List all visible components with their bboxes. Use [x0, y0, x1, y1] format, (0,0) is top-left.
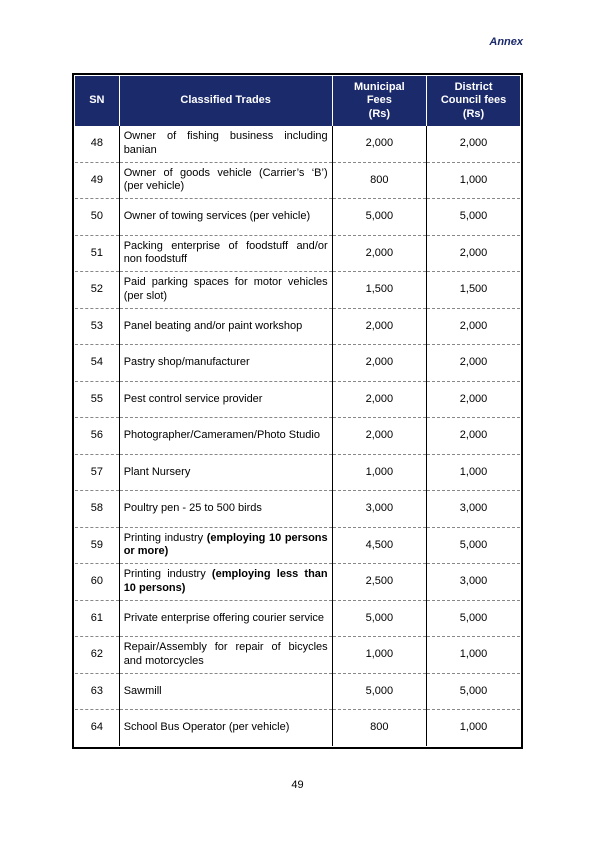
cell-municipal-fee: 5,000	[332, 600, 426, 637]
cell-municipal-fee: 800	[332, 162, 426, 199]
cell-municipal-fee: 2,000	[332, 308, 426, 345]
cell-district-fee: 1,000	[427, 637, 520, 674]
table-row	[75, 637, 520, 674]
cell-district-fee: 5,000	[427, 527, 520, 564]
header-municipal-line2: Fees	[366, 94, 392, 107]
cell-trade: Repair/Assembly for repair of bicycles and motorcycles	[119, 637, 332, 674]
table-row	[75, 418, 520, 455]
table-row	[75, 564, 520, 601]
table-row	[75, 345, 520, 382]
cell-trade: Owner of goods vehicle (Carrier’s ‘B’) (per vehicle)	[119, 162, 332, 199]
cell-district-fee: 5,000	[427, 600, 520, 637]
cell-sn: 52	[75, 272, 119, 309]
cell-trade: Panel beating and/or paint workshop	[119, 308, 332, 345]
table-row	[75, 126, 520, 162]
annex-label: Annex	[489, 36, 523, 48]
cell-trade: Pastry shop/manufacturer	[119, 345, 332, 382]
header-sn: SN	[75, 76, 119, 126]
cell-trade: Plant Nursery	[119, 454, 332, 491]
cell-trade: Pest control service provider	[119, 381, 332, 418]
cell-municipal-fee: 3,000	[332, 491, 426, 528]
trade-qualifier: (employing less than 10 persons)	[123, 568, 328, 594]
cell-district-fee: 2,000	[427, 308, 520, 345]
cell-trade: Private enterprise offering courier service	[119, 600, 332, 637]
cell-sn: 61	[75, 600, 119, 637]
cell-sn: 59	[75, 527, 119, 564]
cell-sn: 48	[75, 126, 119, 162]
cell-sn: 51	[75, 235, 119, 272]
table-row	[75, 600, 520, 637]
table-row	[75, 235, 520, 272]
cell-municipal-fee: 1,500	[332, 272, 426, 309]
cell-district-fee: 2,000	[427, 126, 520, 162]
cell-district-fee: 2,000	[427, 418, 520, 455]
fees-table	[75, 76, 520, 746]
cell-district-fee: 2,000	[427, 235, 520, 272]
cell-municipal-fee: 2,500	[332, 564, 426, 601]
cell-trade: School Bus Operator (per vehicle)	[119, 710, 332, 746]
cell-district-fee: 3,000	[427, 491, 520, 528]
table-row	[75, 673, 520, 710]
cell-sn: 56	[75, 418, 119, 455]
trade-text: Printing industry	[123, 568, 212, 581]
cell-municipal-fee: 5,000	[332, 673, 426, 710]
cell-sn: 58	[75, 491, 119, 528]
cell-sn: 62	[75, 637, 119, 674]
cell-sn: 55	[75, 381, 119, 418]
table-row	[75, 162, 520, 199]
cell-trade: Photographer/Cameramen/Photo Studio	[119, 418, 332, 455]
header-municipal-line1: Municipal	[353, 80, 405, 93]
table-row	[75, 199, 520, 236]
header-municipal-fees	[332, 76, 426, 126]
cell-sn: 60	[75, 564, 119, 601]
cell-district-fee: 2,000	[427, 381, 520, 418]
header-district-line2: Council fees	[440, 94, 507, 107]
table-row	[75, 710, 520, 746]
header-district-council-fees	[427, 76, 520, 126]
table-header-row	[75, 76, 520, 126]
cell-trade: Owner of towing services (per vehicle)	[119, 199, 332, 236]
header-classified-trades: Classified Trades	[119, 76, 332, 126]
fees-table-frame	[72, 73, 523, 749]
header-district-line3: (Rs)	[462, 107, 485, 120]
cell-municipal-fee: 2,000	[332, 381, 426, 418]
table-row	[75, 454, 520, 491]
header-municipal-line3: (Rs)	[368, 107, 391, 120]
cell-sn: 54	[75, 345, 119, 382]
cell-municipal-fee: 2,000	[332, 345, 426, 382]
cell-trade: Sawmill	[119, 673, 332, 710]
cell-trade: Packing enterprise of foodstuff and/or non foodstuff	[119, 235, 332, 272]
table-row	[75, 491, 520, 528]
trade-text: Printing industry	[123, 531, 207, 544]
cell-municipal-fee: 2,000	[332, 235, 426, 272]
cell-trade: Owner of fishing business including banian	[119, 126, 332, 162]
cell-municipal-fee: 2,000	[332, 126, 426, 162]
trade-qualifier: (employing 10 persons or more)	[123, 531, 328, 558]
page-number: 49	[291, 779, 304, 791]
cell-sn: 53	[75, 308, 119, 345]
cell-district-fee: 1,000	[427, 710, 520, 746]
cell-district-fee: 5,000	[427, 673, 520, 710]
table-row	[75, 527, 520, 564]
cell-district-fee: 3,000	[427, 564, 520, 601]
cell-sn: 63	[75, 673, 119, 710]
header-district-line1: District	[454, 80, 493, 93]
cell-trade: Poultry pen - 25 to 500 birds	[119, 491, 332, 528]
cell-sn: 50	[75, 199, 119, 236]
cell-district-fee: 2,000	[427, 345, 520, 382]
cell-municipal-fee: 4,500	[332, 527, 426, 564]
cell-sn: 64	[90, 721, 103, 734]
cell-district-fee: 1,000	[427, 454, 520, 491]
cell-municipal-fee: 2,000	[332, 418, 426, 455]
cell-municipal-fee: 5,000	[332, 199, 426, 236]
cell-district-fee: 5,000	[427, 199, 520, 236]
cell-trade	[119, 527, 332, 564]
table-row	[75, 272, 520, 309]
table-row	[75, 308, 520, 345]
cell-sn: 57	[75, 454, 119, 491]
cell-sn: 49	[75, 162, 119, 199]
cell-municipal-fee: 800	[332, 710, 426, 746]
cell-municipal-fee: 1,000	[332, 454, 426, 491]
table-row	[75, 381, 520, 418]
table-body	[75, 126, 520, 746]
cell-municipal-fee: 1,000	[332, 637, 426, 674]
cell-trade: Paid parking spaces for motor vehicles (per slot)	[119, 272, 332, 309]
cell-trade	[119, 564, 332, 601]
cell-district-fee: 1,000	[427, 162, 520, 199]
cell-district-fee: 1,500	[427, 272, 520, 309]
